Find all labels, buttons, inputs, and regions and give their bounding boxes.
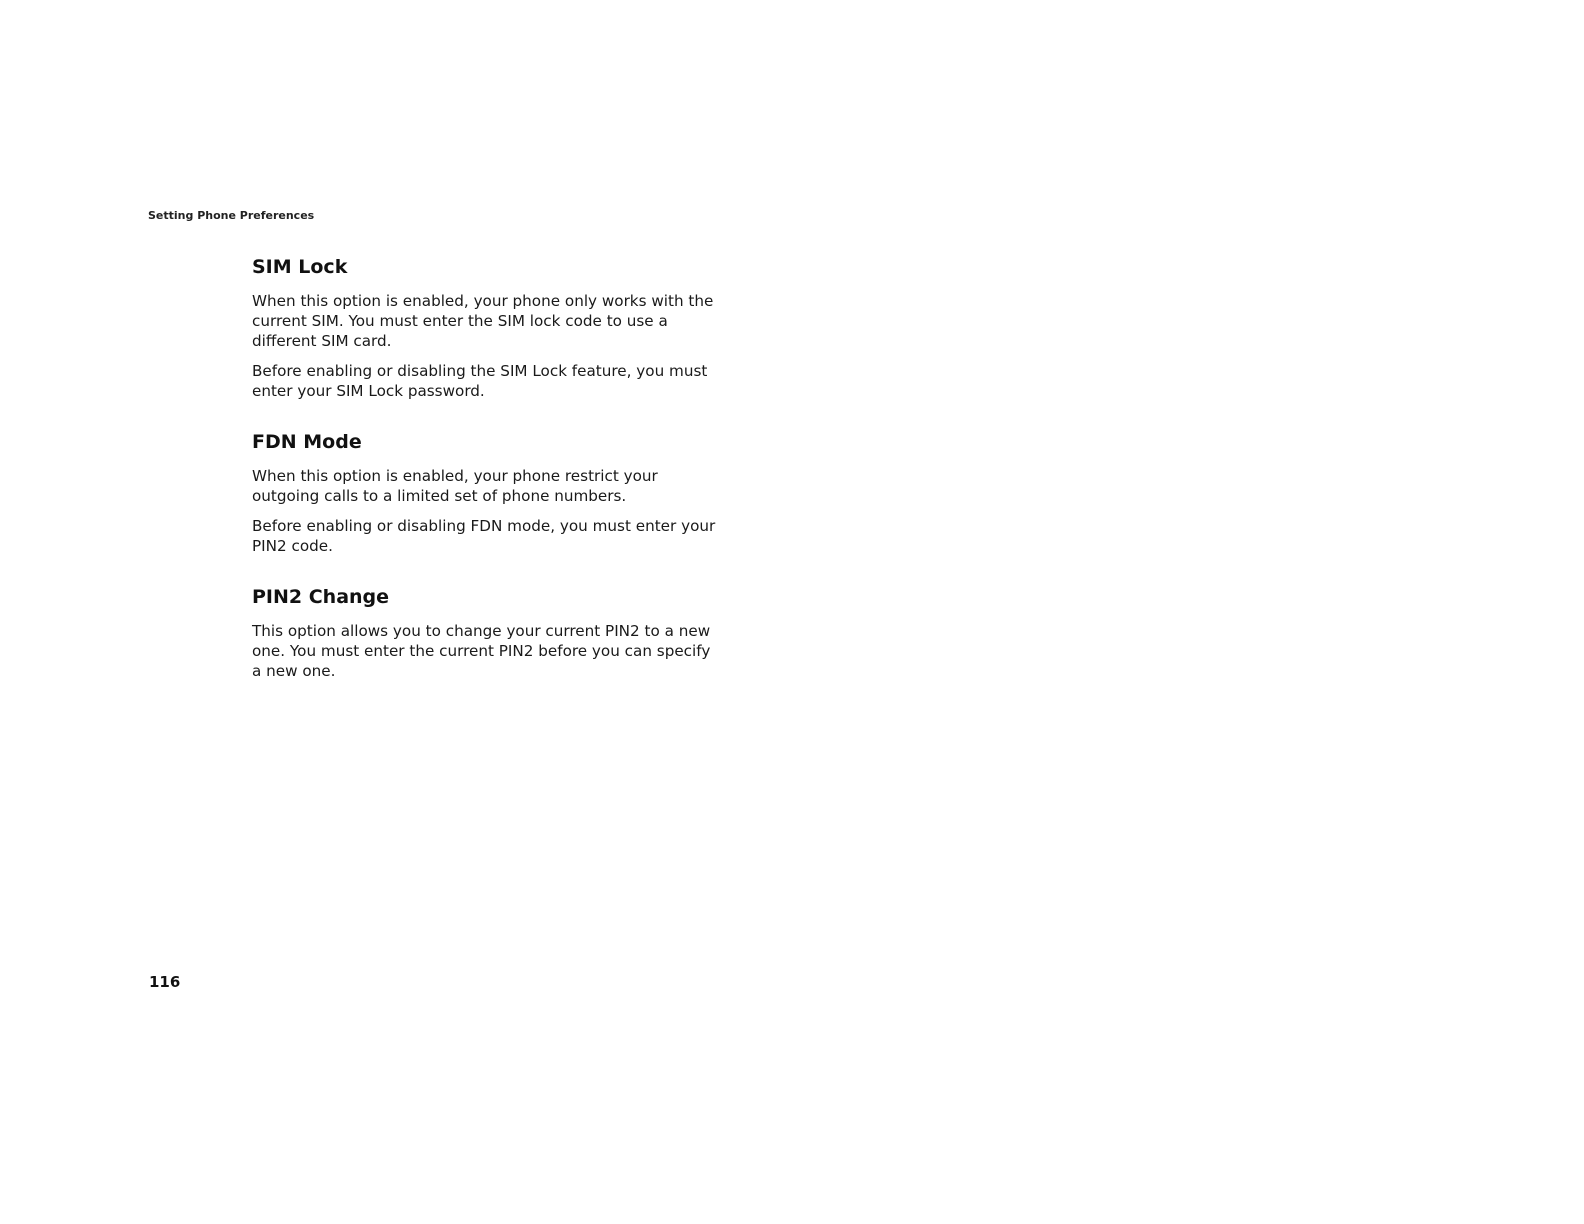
page-content [252,256,722,711]
paragraph: When this option is enabled, your phone restrict your outgoing calls to a limited set of phone numbers. [252,467,658,505]
section-fdn-mode [252,431,722,556]
section-title-fdn-mode: FDN Mode [252,431,362,453]
paragraph: Before enabling or disabling FDN mode, you must enter your PIN2 code. [252,517,716,555]
section-title-pin2-change: PIN2 Change [252,586,390,608]
section-pin2-change [252,586,722,681]
paragraph: This option allows you to change your current PIN2 to a new one. You must enter the current PIN2 before you can specify a new one. [252,622,711,680]
paragraph: When this option is enabled, your phone only works with the current SIM. You must enter the SIM lock code to use a different SIM card. [252,292,714,350]
running-header: Setting Phone Preferences [148,209,315,222]
paragraph: Before enabling or disabling the SIM Lock feature, you must enter your SIM Lock password. [252,362,708,400]
section-title-sim-lock: SIM Lock [252,256,348,278]
section-sim-lock [252,256,722,401]
page-number: 116 [149,973,181,991]
